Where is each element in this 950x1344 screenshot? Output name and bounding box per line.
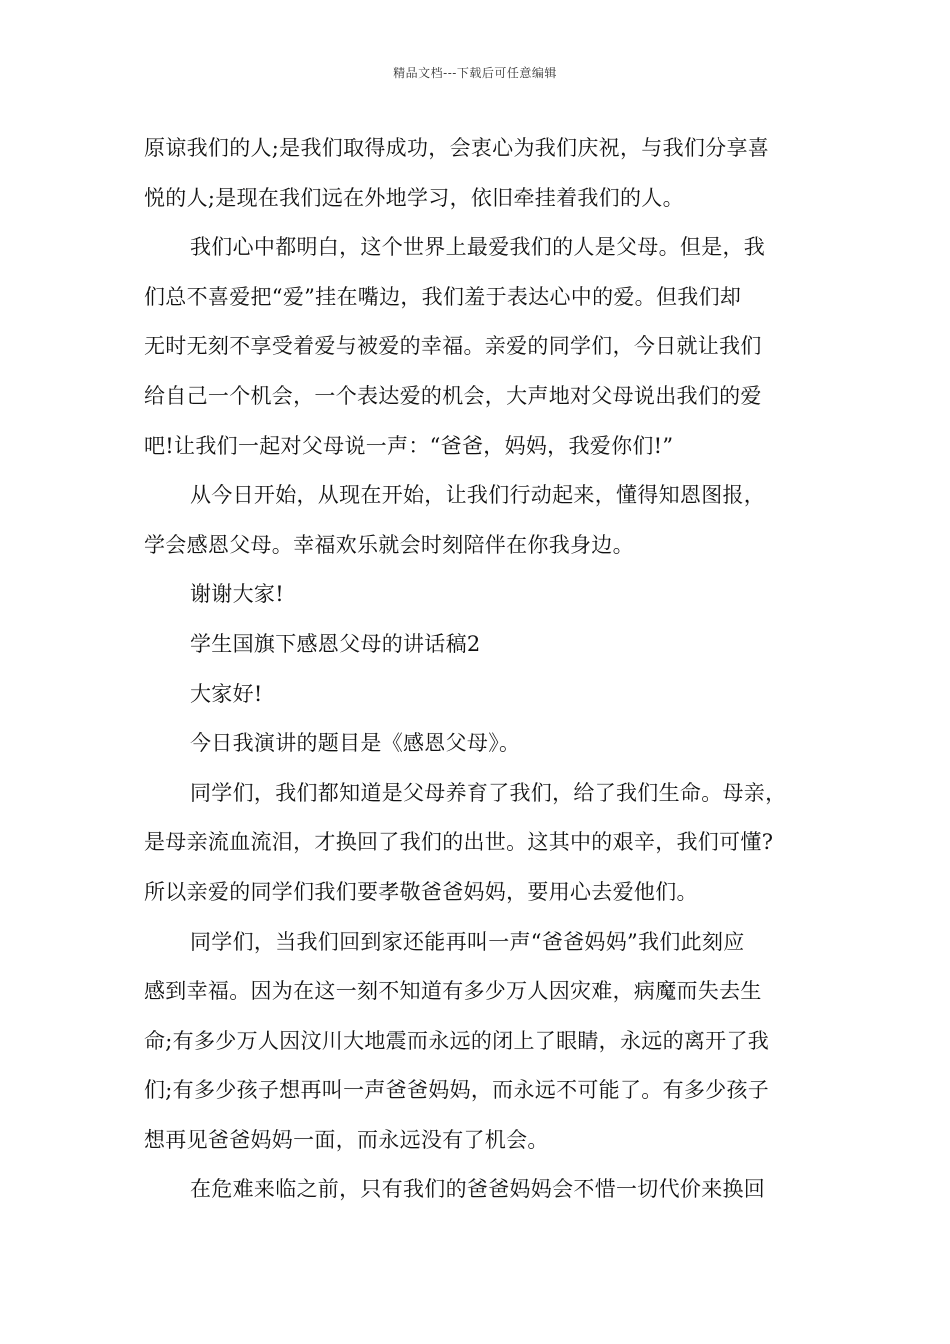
text-line: 原谅我们的人;是我们取得成功，会衷心为我们庆祝，与我们分享喜 <box>144 136 770 160</box>
document-body <box>144 124 834 1215</box>
text-line: 谢谢大家! <box>190 582 284 607</box>
text-line: 所以亲爱的同学们我们要孝敬爸爸妈妈，要用心去爱他们。 <box>144 879 698 904</box>
text-line: 无时无刻不享受着爱与被爱的幸福。亲爱的同学们，今日就让我们 <box>144 334 762 359</box>
text-line: 学生国旗下感恩父母的讲话稿2 <box>190 631 481 656</box>
text-line: 们总不喜爱把“爱”挂在嘴边，我们羞于表达心中的爱。但我们却 <box>144 284 742 309</box>
text-line: 吧!让我们一起对父母说一声：“爸爸，妈妈，我爱你们!” <box>144 433 674 458</box>
text-line: 同学们，当我们回到家还能再叫一声“爸爸妈妈”我们此刻应 <box>190 929 745 954</box>
text-line: 悦的人;是现在我们远在外地学习，依旧牵挂着我们的人。 <box>144 185 684 210</box>
text-line: 想再见爸爸妈妈一面，而永远没有了机会。 <box>144 1127 549 1152</box>
text-line: 是母亲流血流泪，才换回了我们的出世。这其中的艰辛，我们可懂? <box>144 830 774 855</box>
text-line: 今日我演讲的题目是《感恩父母》。 <box>190 731 521 756</box>
text-line: 在危难来临之前，只有我们的爸爸妈妈会不惜一切代价来换回 <box>190 1177 766 1202</box>
text-line: 们;有多少孩子想再叫一声爸爸妈妈，而永远不可能了。有多少孩子 <box>144 1078 770 1103</box>
text-line: 感到幸福。因为在这一刻不知道有多少万人因灾难，病魔而失去生 <box>144 979 762 1004</box>
page-header: 精品文档---下载后可任意编辑 <box>393 66 557 80</box>
text-line: 我们心中都明白，这个世界上最爱我们的人是父母。但是，我 <box>190 235 766 260</box>
text-line: 命;有多少万人因汶川大地震而永远的闭上了眼睛，永远的离开了我 <box>144 1028 770 1053</box>
text-line: 从今日开始，从现在开始，让我们行动起来，懂得知恩图报， <box>190 483 766 508</box>
text-line: 大家好! <box>190 681 263 706</box>
text-line: 给自己一个机会，一个表达爱的机会，大声地对父母说出我们的爱 <box>144 383 762 408</box>
text-line: 同学们，我们都知道是父母养育了我们，给了我们生命。母亲， <box>190 780 787 805</box>
text-line: 学会感恩父母。幸福欢乐就会时刻陪伴在你我身边。 <box>144 532 634 557</box>
